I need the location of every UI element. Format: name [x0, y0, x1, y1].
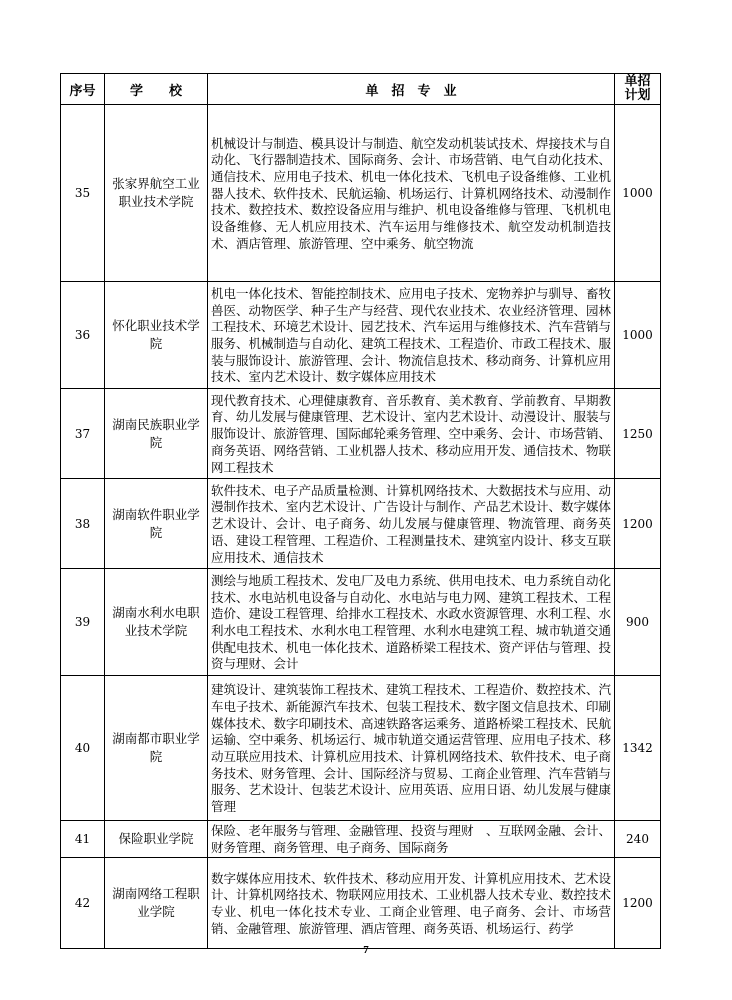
table-row [61, 821, 661, 858]
row-majors: 机械设计与制造、模具设计与制造、航空发动机装试技术、焊接技术与自动化、飞行器制造技术、国际商务、会计、市场营销、电气自动化技术、通信技术、应用电子技术、机电一体化技术、飞机电子设备维修、工业机器人技术、软件技术、民航运输、机场运行、计算机网络技术、动漫制作技术、数控技术、数控设备应用与维护、机电设备维修与管理、飞机机电设备维修、无人机应用技术、汽车运用与维修技术、航空发动机制造技术、酒店管理、旅游管理、空中乘务、航空物流 [208, 105, 615, 282]
row-no: 41 [61, 821, 105, 858]
row-school: 湖南网络工程职业学院 [105, 858, 208, 949]
header-row [61, 74, 661, 105]
row-plan: 1250 [615, 389, 661, 479]
row-school: 张家界航空工业职业技术学院 [105, 105, 208, 282]
table-row [61, 569, 661, 676]
header-plan-line1: 单招 [624, 74, 651, 89]
row-plan: 1000 [615, 105, 661, 282]
row-no: 42 [61, 858, 105, 949]
header-plan-line2: 计划 [624, 88, 651, 103]
row-majors: 软件技术、电子产品质量检测、计算机网络技术、大数据技术与应用、动漫制作技术、室内艺术设计、广告设计与制作、产品艺术设计、数字媒体艺术设计、会计、电子商务、幼儿发展与健康管理、物流管理、商务英语、建设工程管理、工程造价、工程测量技术、建筑室内设计、移支互联应用技术、通信技术 [208, 479, 615, 569]
table-row [61, 676, 661, 821]
row-plan: 1200 [615, 479, 661, 569]
row-no: 39 [61, 569, 105, 676]
row-school: 湖南都市职业学院 [105, 676, 208, 821]
row-school: 怀化职业技术学院 [105, 282, 208, 389]
enrollment-table [60, 73, 661, 949]
page-number: 7 [363, 944, 369, 956]
row-no: 37 [61, 389, 105, 479]
row-no: 38 [61, 479, 105, 569]
table-row [61, 282, 661, 389]
row-majors: 机电一体化技术、智能控制技术、应用电子技术、宠物养护与驯导、畜牧兽医、动物医学、种子生产与经营、现代农业技术、农业经济管理、园林工程技术、环境艺术设计、园艺技术、汽车运用与维修技术、汽车营销与服务、机械制造与自动化、建筑工程技术、工程造价、市政工程技术、服装与服饰设计、旅游管理、会计、物流信息技术、移动商务、计算机应用技术、室内艺术设计、数字媒体应用技术 [208, 282, 615, 389]
row-school: 保险职业学院 [105, 821, 208, 858]
row-plan: 900 [615, 569, 661, 676]
row-majors: 测绘与地质工程技术、发电厂及电力系统、供用电技术、电力系统自动化技术、水电站机电设备与自动化、水电站与电力网、建筑工程技术、工程造价、建设工程管理、给排水工程技术、水政水资源管理、水利工程、水利水电工程技术、水利水电工程管理、水利水电建筑工程、城市轨道交通供配电技术、机电一体化技术、道路桥梁工程技术、资产评估与管理、投资与理财、会计 [208, 569, 615, 676]
row-plan: 1200 [615, 858, 661, 949]
table-row [61, 858, 661, 949]
row-plan: 1000 [615, 282, 661, 389]
table-row [61, 389, 661, 479]
row-no: 36 [61, 282, 105, 389]
row-school: 湖南水利水电职业技术学院 [105, 569, 208, 676]
table-header [61, 74, 661, 105]
header-no: 序号 [61, 74, 105, 105]
header-majors: 单 招 专 业 [208, 74, 615, 105]
row-no: 40 [61, 676, 105, 821]
row-majors: 现代教育技术、心理健康教育、音乐教育、美术教育、学前教育、早期教育、幼儿发展与健康管理、艺术设计、室内艺术设计、动漫设计、服装与服饰设计、旅游管理、国际邮轮乘务管理、空中乘务、会计、市场营销、商务英语、网络营销、工业机器人技术、移动应用开发、通信技术、物联网工程技术 [208, 389, 615, 479]
table-row [61, 105, 661, 282]
row-plan: 1342 [615, 676, 661, 821]
row-majors: 建筑设计、建筑装饰工程技术、建筑工程技术、工程造价、数控技术、汽车电子技术、新能源汽车技术、包装工程技术、数字图文信息技术、印刷媒体技术、数字印刷技术、高速铁路客运乘务、道路桥梁工程技术、民航运输、空中乘务、机场运行、城市轨道交通运营管理、应用电子技术、移动互联应用技术、计算机应用技术、计算机网络技术、软件技术、电子商务技术、财务管理、会计、国际经济与贸易、工商企业管理、汽车营销与服务、艺术设计、包装艺术设计、应用英语、应用日语、幼儿发展与健康管理 [208, 676, 615, 821]
header-plan [615, 74, 661, 105]
row-school: 湖南民族职业学院 [105, 389, 208, 479]
row-majors: 数字媒体应用技术、软件技术、移动应用开发、计算机应用技术、艺术设计、计算机网络技术、物联网应用技术、工业机器人技术专业、数控技术专业、机电一体化技术专业、工商企业管理、电子商务、会计、市场营销、金融管理、旅游管理、酒店管理、商务英语、机场运行、药学 [208, 858, 615, 949]
row-majors: 保险、老年服务与管理、金融管理、投资与理财 、互联网金融、会计、财务管理、商务管理、电子商务、国际商务 [208, 821, 615, 858]
table-row [61, 479, 661, 569]
table-body [61, 105, 661, 949]
row-no: 35 [61, 105, 105, 282]
row-plan: 240 [615, 821, 661, 858]
row-school: 湖南软件职业学院 [105, 479, 208, 569]
header-school: 学 校 [105, 74, 208, 105]
